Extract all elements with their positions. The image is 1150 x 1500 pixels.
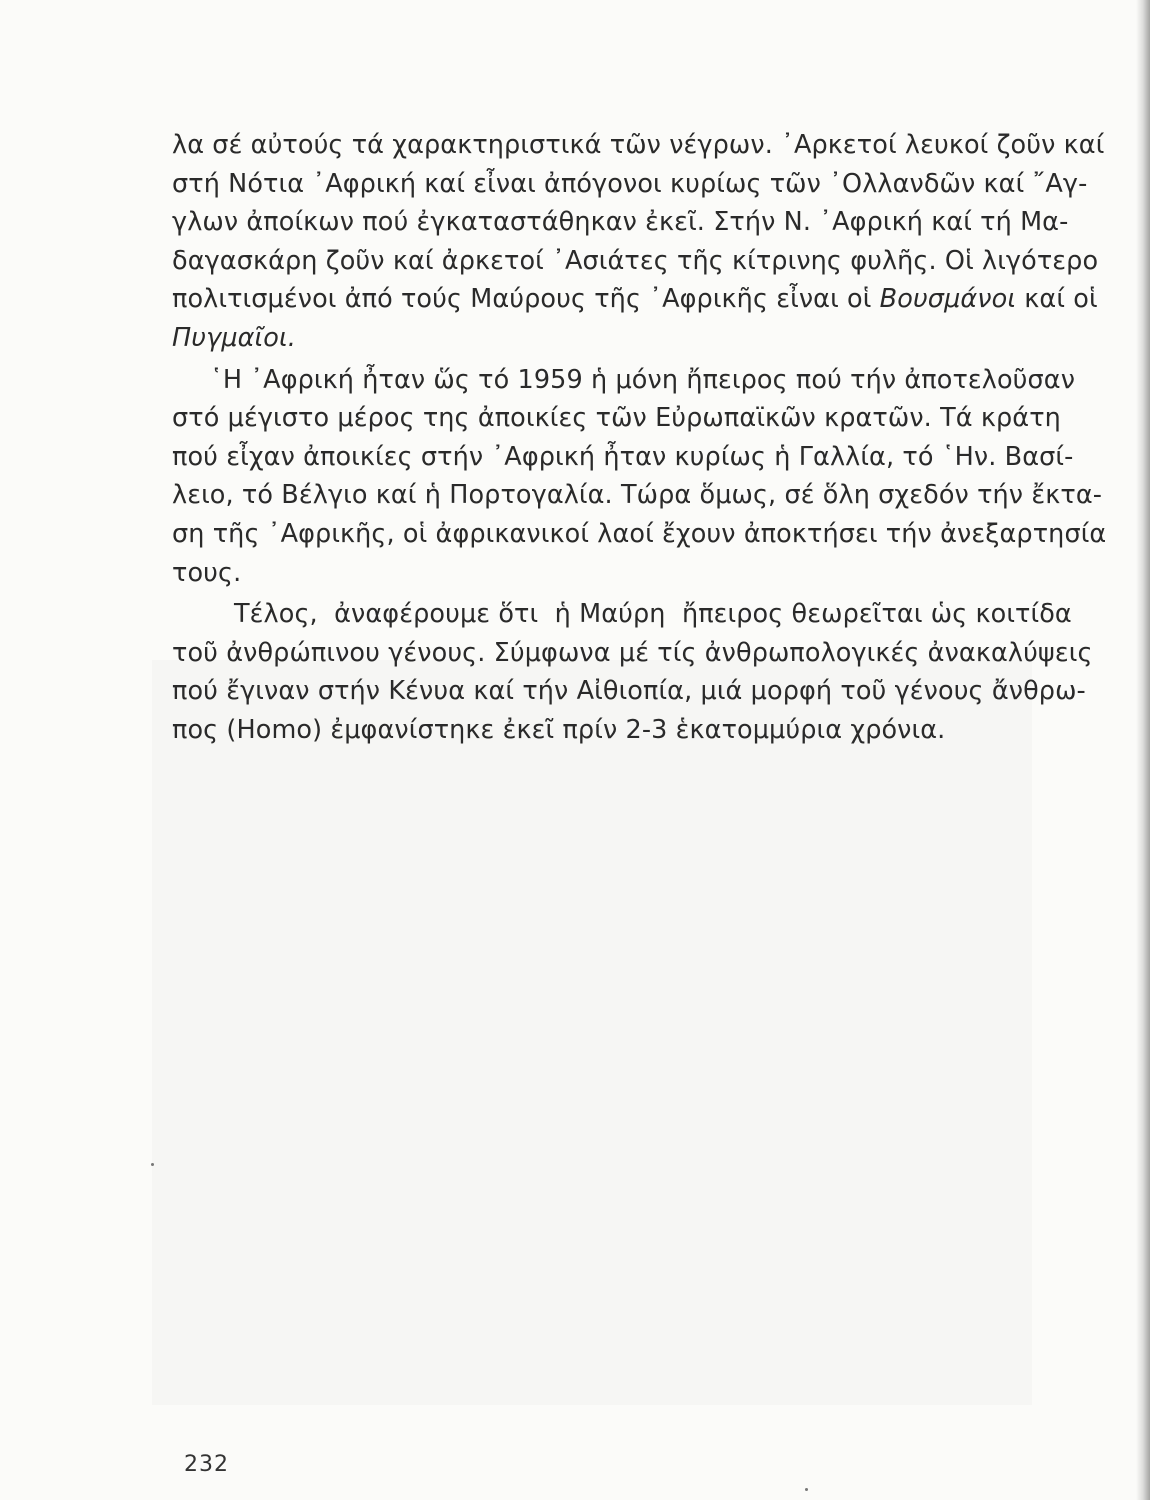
text-line: [172, 319, 1025, 358]
text-line: λα σέ αὐτούς τά χαρακτηριστικά τῶν νέγρων. ᾿Αρκετοί λευκοί ζοῦν καί: [172, 130, 1105, 160]
text-line: Τέλος, ἀναφέρουμε ὅτι ἡ Μαύρη ἤπειρος θεωρεῖται ὡς κοιτίδα: [234, 599, 1072, 630]
body-text: [172, 126, 1107, 750]
paragraph-2: [172, 361, 1107, 593]
italic-term: Πυγμαῖοι.: [172, 322, 296, 353]
paragraph-1: [172, 126, 1105, 358]
paper-speck: [805, 1488, 808, 1491]
paragraph-3: [172, 595, 1093, 749]
text-line: στό μέγιστο μέρος της ἀποικίες τῶν Εὐρωπαϊκῶν κρατῶν. Τά κράτη: [172, 403, 1061, 434]
text-line: δαγασκάρη ζοῦν καί ἀρκετοί ᾿Ασιάτες τῆς κίτρινης φυλῆς. Οἱ λιγότερο: [172, 245, 1099, 276]
text-line: [172, 280, 1098, 319]
page-edge-shadow: [1136, 0, 1150, 1500]
text-line: στή Νότια ᾿Αφρική καί εἶναι ἀπόγονοι κυρίως τῶν ᾿Ολλανδῶν καί ῎Αγ-: [172, 168, 1088, 199]
text-segment: καί οἱ: [1016, 284, 1098, 315]
text-line: πού εἶχαν ἀποικίες στήν ᾿Αφρική ἦταν κυρίως ἡ Γαλλία, τό ῾Ην. Βασί-: [172, 441, 1074, 472]
text-line: ῾Η ᾿Αφρική ἦταν ὥς τό 1959 ἡ μόνη ἤπειρος πού τήν ἀποτελοῦσαν: [210, 364, 1076, 395]
text-segment: πολιτισμένοι ἀπό τούς Μαύρους τῆς ᾿Αφρικῆς εἶναι οἱ: [172, 284, 880, 315]
text-line: τους.: [172, 557, 242, 588]
paper-speck: [151, 1163, 154, 1166]
text-line: γλων ἀποίκων πού ἐγκαταστάθηκαν ἐκεῖ. Στήν Ν. ᾿Αφρική καί τή Μα-: [172, 207, 1069, 238]
text-line: ση τῆς ᾿Αφρικῆς, οἱ ἀφρικανικοί λαοί ἔχουν ἀποκτήσει τήν ἀνεξαρτησία: [172, 518, 1107, 549]
text-line: τοῦ ἀνθρώπινου γένους. Σύμφωνα μέ τίς ἀνθρωπολογικές ἀνακαλύψεις: [172, 637, 1093, 668]
text-line: πος (Homo) ἐμφανίστηκε ἐκεῖ πρίν 2-3 ἑκατομμύρια χρόνια.: [172, 714, 946, 745]
italic-term: Βουσμάνοι: [879, 284, 1017, 315]
page-number: 232: [184, 1452, 229, 1477]
text-line: λειο, τό Βέλγιο καί ἡ Πορτογαλία. Τώρα ὅμως, σέ ὅλη σχεδόν τήν ἔκτα-: [172, 480, 1103, 511]
text-line: πού ἔγιναν στήν Κένυα καί τήν Αἰθιοπία, μιά μορφή τοῦ γένους ἄνθρω-: [172, 676, 1086, 707]
show-through-area: [152, 660, 1086, 1405]
